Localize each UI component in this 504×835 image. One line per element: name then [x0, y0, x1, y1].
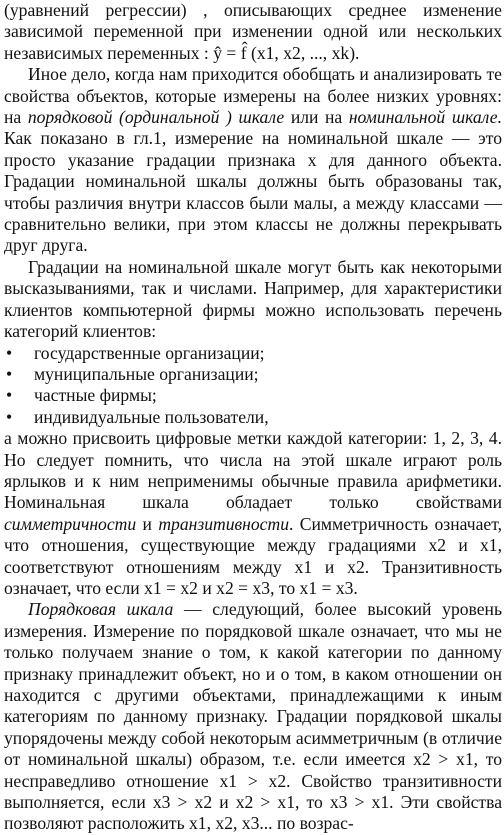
term-transitivity: транзитивности [158, 513, 289, 534]
list-item [4, 407, 502, 428]
paragraph-ordinal-scale [4, 599, 502, 834]
list-item-label: индивидуальные пользователи, [34, 406, 269, 427]
paragraph-regression [4, 0, 502, 64]
list-item-label: частные фирмы; [34, 385, 157, 406]
list-item [4, 343, 502, 364]
paragraph-text: . Симметричность означает, что отношения, существующие между градациями x2 и x1, соответствуют отношениям между x1 и x2. Транзитивность означает, что если x1 = x2 и x2 = x3, то x1 = x3. [4, 513, 502, 598]
bullet-icon: • [6, 342, 13, 363]
list-item [4, 385, 502, 406]
paragraph-text: Иное дело, когда нам приходится обобщать и анализировать те свойства объектов, которые измерены на более низких уровнях: на [4, 64, 502, 128]
paragraph-text: и [136, 513, 159, 534]
list-item-label: муниципальные организации; [34, 363, 259, 384]
list-item-label: государственные организации; [34, 342, 265, 363]
term-ordinal-scale-heading: Порядковая шкала [28, 599, 174, 620]
term-nominal-scale: номинальной шкале. [348, 107, 502, 128]
paragraph-text: а можно присвоить цифровые метки каждой категории: 1, 2, 3, 4. Но следует помнить, что числа на этой шкале играют роль ярлыков и к ним неприменимы обычные правила арифметики. Номинальная шкала обладает только свойствами [4, 428, 502, 513]
paragraph-text: Градации на номинальной шкале могут быть как некоторыми высказываниями, так и числами. Например, для характеристики клиентов компьютерной фирмы можно использовать перечень категорий клиентов: [4, 256, 502, 342]
paragraph-text: — следующий, более высокий уровень измерения. Измерение по порядковой шкале означает, что мы не только получаем знание о том, к какой категории по данному признаку принадлежит объект, но и о том, в каком отношении он находится с другими объектами, принадлежащими к иным категориям по данному признаку. Градации порядковой шкалы упорядочены между собой некоторым асимметричным (в отличие от номинальной шкалы) образом, т.е. если имеется x2 > x1, то несправедливо отношение x1 > x2. Свойство транзитивности выполняется, если x3 > x2 и x2 > x1, то x3 > x1. Эти свойства позволяют расположить x1, x2, x3... по возрас- [4, 599, 502, 834]
paragraph-nominal-gradations [4, 257, 502, 343]
paragraph-text: или на [284, 107, 349, 128]
document-page [4, 0, 502, 834]
bullet-icon: • [6, 406, 13, 427]
bullet-icon: • [6, 363, 13, 384]
client-category-list [4, 343, 502, 429]
paragraph-text: (уравнений регрессии) , описывающих среднее изменение зависимой переменной при изменении одной или нескольких независимых переменных : [4, 0, 502, 63]
term-ordinal-scale: порядковой (ординальной ) шкале [27, 107, 285, 128]
list-item [4, 364, 502, 385]
paragraph-scales-intro [4, 64, 502, 257]
term-symmetry: симметричности [4, 513, 137, 534]
paragraph-nominal-properties [4, 428, 502, 599]
bullet-icon: • [6, 385, 13, 406]
paragraph-text: Как показано в гл.1, измерение на номинальной шкале — это просто указание градации признака x для данного объекта. Градации номинальной шкалы должны быть образованы так, чтобы различия внутри классов были малы, а между классами — сравнительно велики, при этом классы не должны перекрывать друг друга. [4, 128, 502, 256]
regression-formula: ŷ = f̂ (x1, x2, ..., xk). [213, 42, 360, 63]
